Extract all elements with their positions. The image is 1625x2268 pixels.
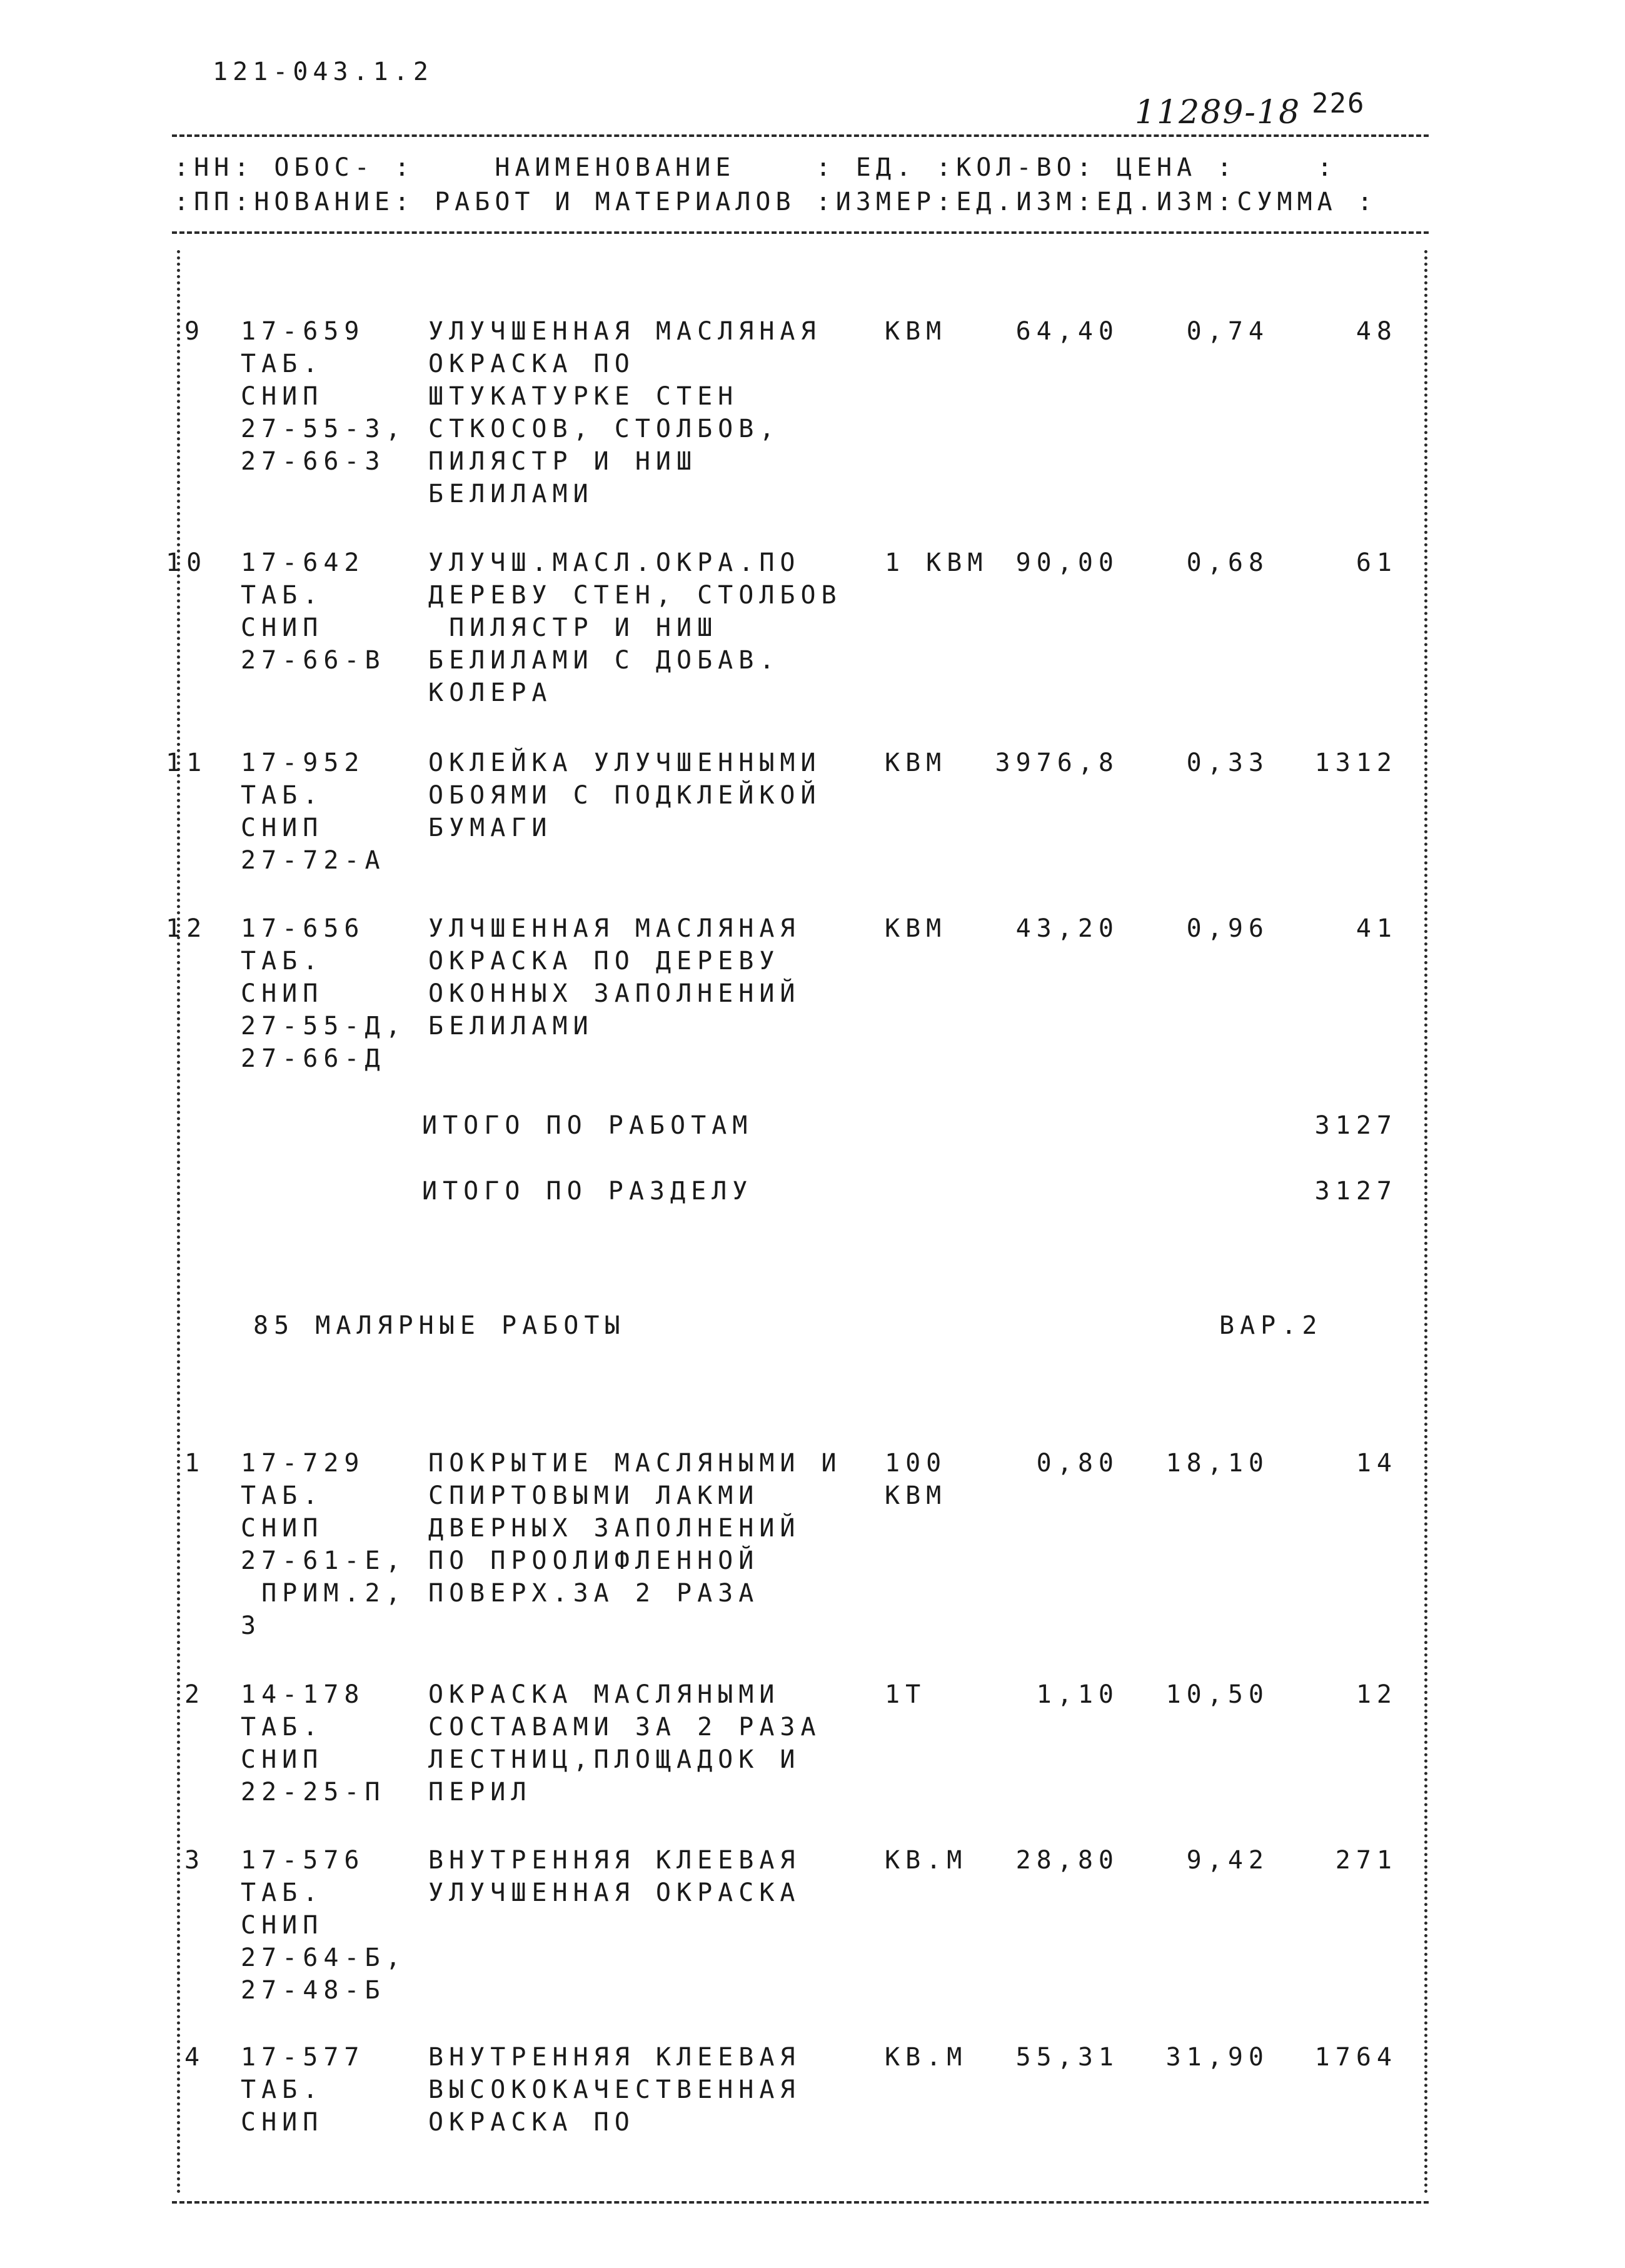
row-price: 0,68 — [1186, 548, 1269, 577]
row-name-line: СОСТАВАМИ ЗА 2 РАЗА — [428, 1713, 822, 1741]
row-name-line: СПИРТОВЫМИ ЛАКМИ — [428, 1481, 760, 1510]
row-unit: 1Т — [885, 1680, 927, 1709]
row-code-line: СНИП — [241, 2108, 324, 2137]
row-code-line: СНИП — [241, 979, 324, 1008]
row-name-line: СТКОСОВ, СТОЛБОВ, — [428, 415, 780, 443]
row-code-line: ТАБ. — [241, 581, 324, 610]
row-code-line: 17-656 — [241, 914, 365, 943]
row-name-line: КОЛЕРА — [428, 678, 553, 707]
row-price: 9,42 — [1186, 1846, 1269, 1875]
total-value: 3127 — [1314, 1111, 1397, 1140]
row-unit: КВМ — [885, 914, 947, 943]
row-sum: 1764 — [1314, 2043, 1397, 2072]
row-name-line: БЕЛИЛАМИ — [428, 480, 594, 508]
row-code-line: 17-952 — [241, 748, 365, 777]
row-sum: 48 — [1356, 317, 1397, 346]
row-sum: 12 — [1356, 1680, 1397, 1709]
row-code-line: 17-729 — [241, 1449, 365, 1478]
row-number: 10 — [166, 548, 208, 577]
total-value: 3127 — [1314, 1177, 1397, 1206]
row-name-line: ЛЕСТНИЦ,ПЛОЩАДОК И — [428, 1745, 801, 1774]
row-code-line: 27-55-Д, — [241, 1012, 406, 1041]
row-code-line: СНИП — [241, 1514, 324, 1543]
row-quantity: 0,80 — [1036, 1449, 1119, 1478]
row-unit: КВМ — [885, 1481, 947, 1510]
row-name-line: ПО ПРООЛИФЛЕННОЙ — [428, 1546, 760, 1575]
row-name-line: ПИЛЯСТР И НИШ — [428, 447, 698, 476]
row-code-line: ТАБ. — [241, 350, 324, 378]
section-title: 85 МАЛЯРНЫЕ РАБОТЫ — [253, 1311, 626, 1340]
row-code-line: СНИП — [241, 1911, 324, 1940]
row-quantity: 1,10 — [1036, 1680, 1119, 1709]
row-name-line: БЕЛИЛАМИ — [428, 1012, 594, 1041]
row-number: 11 — [166, 748, 208, 777]
row-name-line: ДВЕРНЫХ ЗАПОЛНЕНИЙ — [428, 1514, 801, 1543]
row-name-line: ОКРАСКА ПО — [428, 2108, 635, 2137]
row-code-line: 27-48-Б — [241, 1976, 386, 2005]
row-code-line: 27-64-Б, — [241, 1943, 406, 1972]
row-name-line: УЛУЧШ.МАСЛ.ОКРА.ПО — [428, 548, 801, 577]
row-name-line: ШТУКАТУРКЕ СТЕН — [428, 382, 739, 411]
row-price: 31,90 — [1165, 2043, 1269, 2072]
row-price: 0,96 — [1186, 914, 1269, 943]
row-name-line: УЛУЧШЕННАЯ ОКРАСКА — [428, 1878, 801, 1907]
row-sum: 41 — [1356, 914, 1397, 943]
row-name-line: ПОВЕРХ.ЗА 2 РАЗА — [428, 1579, 760, 1608]
registration-number: 11289-18 — [1135, 94, 1301, 131]
row-number: 2 — [184, 1680, 206, 1709]
row-name-line: ОКРАСКА ПО ДЕРЕВУ — [428, 947, 780, 975]
row-code-line: 17-642 — [241, 548, 365, 577]
total-label: ИТОГО ПО РАБОТАМ — [422, 1111, 753, 1140]
row-code-line: 27-72-А — [241, 846, 386, 875]
row-code-line: 27-61-Е, — [241, 1546, 406, 1575]
row-unit: КВМ — [885, 317, 947, 346]
row-quantity: 90,00 — [1015, 548, 1119, 577]
row-name-line: ВНУТРЕННЯЯ КЛЕЕВАЯ — [428, 1846, 801, 1875]
row-code-line: 27-66-3 — [241, 447, 386, 476]
row-code-line: 3 — [241, 1611, 262, 1640]
table-bottom-border — [172, 2201, 1429, 2204]
row-code-line: ПРИМ.2, — [241, 1579, 406, 1608]
row-code-line: ТАБ. — [241, 1481, 324, 1510]
table-top-border — [172, 134, 1429, 137]
row-code-line: 14-178 — [241, 1680, 365, 1709]
row-name-line: ОБОЯМИ С ПОДКЛЕЙКОЙ — [428, 781, 822, 810]
row-code-line: 27-55-3, — [241, 415, 406, 443]
row-number: 3 — [184, 1846, 206, 1875]
row-code-line: 17-659 — [241, 317, 365, 346]
row-number: 4 — [184, 2043, 206, 2072]
row-code-line: СНИП — [241, 382, 324, 411]
row-unit: КВ.М — [885, 1846, 968, 1875]
row-name-line: ОКЛЕЙКА УЛУЧШЕННЫМИ — [428, 748, 822, 777]
row-name-line: БУМАГИ — [428, 814, 553, 842]
table-left-border — [177, 250, 180, 2195]
row-unit: 100 — [885, 1449, 947, 1478]
row-sum: 61 — [1356, 548, 1397, 577]
row-name-line: ОКРАСКА МАСЛЯНЫМИ — [428, 1680, 780, 1709]
row-quantity: 28,80 — [1015, 1846, 1119, 1875]
row-quantity: 3976,8 — [995, 748, 1119, 777]
row-code-line: 17-576 — [241, 1846, 365, 1875]
row-quantity: 64,40 — [1015, 317, 1119, 346]
row-quantity: 43,20 — [1015, 914, 1119, 943]
row-name-line: ВНУТРЕННЯЯ КЛЕЕВАЯ — [428, 2043, 801, 2072]
row-name-line: ОКРАСКА ПО — [428, 350, 635, 378]
row-name-line: ПЕРИЛ — [428, 1778, 532, 1807]
row-price: 0,74 — [1186, 317, 1269, 346]
row-unit: КВ.М — [885, 2043, 968, 2072]
row-price: 10,50 — [1165, 1680, 1269, 1709]
row-name-line: ДЕРЕВУ СТЕН, СТОЛБОВ — [428, 581, 842, 610]
page-number: 226 — [1312, 88, 1366, 119]
row-number: 12 — [166, 914, 208, 943]
row-code-line: 17-577 — [241, 2043, 365, 2072]
row-code-line: 27-66-Д — [241, 1044, 386, 1073]
row-code-line: ТАБ. — [241, 1713, 324, 1741]
table-right-border — [1424, 250, 1427, 2195]
row-name-line: БЕЛИЛАМИ С ДОБАВ. — [428, 646, 780, 675]
row-name-line: ПОКРЫТИЕ МАСЛЯНЫМИ И — [428, 1449, 842, 1478]
row-code-line: 22-25-П — [241, 1778, 386, 1807]
row-name-line: ОКОННЫХ ЗАПОЛНЕНИЙ — [428, 979, 801, 1008]
row-code-line: СНИП — [241, 1745, 324, 1774]
row-code-line: 27-66-В — [241, 646, 386, 675]
row-sum: 1312 — [1314, 748, 1397, 777]
row-name-line: УЛУЧШЕННАЯ МАСЛЯНАЯ — [428, 317, 822, 346]
total-label: ИТОГО ПО РАЗДЕЛУ — [422, 1177, 753, 1206]
row-name-line: ПИЛЯСТР И НИШ — [428, 613, 718, 642]
row-sum: 271 — [1335, 1846, 1397, 1875]
row-name-line: ВЫСОКОКАЧЕСТВЕННАЯ — [428, 2075, 801, 2104]
row-code-line: ТАБ. — [241, 1878, 324, 1907]
table-header-row-2: :ПП:НОВАНИЕ: РАБОТ И МАТЕРИАЛОВ :ИЗМЕР:ЕД.ИЗМ:ЕД.ИЗМ:СУММА : — [174, 188, 1377, 216]
row-price: 18,10 — [1165, 1449, 1269, 1478]
row-sum: 14 — [1356, 1449, 1397, 1478]
table-header-row-1: :НН: ОБОС- : НАИМЕНОВАНИЕ : ЕД. :КОЛ-ВО: ЦЕНА : : — [174, 153, 1337, 182]
row-code-line: ТАБ. — [241, 2075, 324, 2104]
section-variant: ВАР.2 — [1219, 1311, 1323, 1340]
row-code-line: СНИП — [241, 613, 324, 642]
row-code-line: СНИП — [241, 814, 324, 842]
row-unit: КВМ — [885, 748, 947, 777]
row-price: 0,33 — [1186, 748, 1269, 777]
table-header-border — [172, 231, 1429, 234]
row-name-line: УЛЧШЕННАЯ МАСЛЯНАЯ — [428, 914, 801, 943]
row-quantity: 55,31 — [1015, 2043, 1119, 2072]
row-unit: 1 КВМ — [885, 548, 989, 577]
row-code-line: ТАБ. — [241, 781, 324, 810]
document-code: 121-043.1.2 — [213, 58, 433, 86]
row-code-line: ТАБ. — [241, 947, 324, 975]
row-number: 9 — [184, 317, 206, 346]
row-number: 1 — [184, 1449, 206, 1478]
